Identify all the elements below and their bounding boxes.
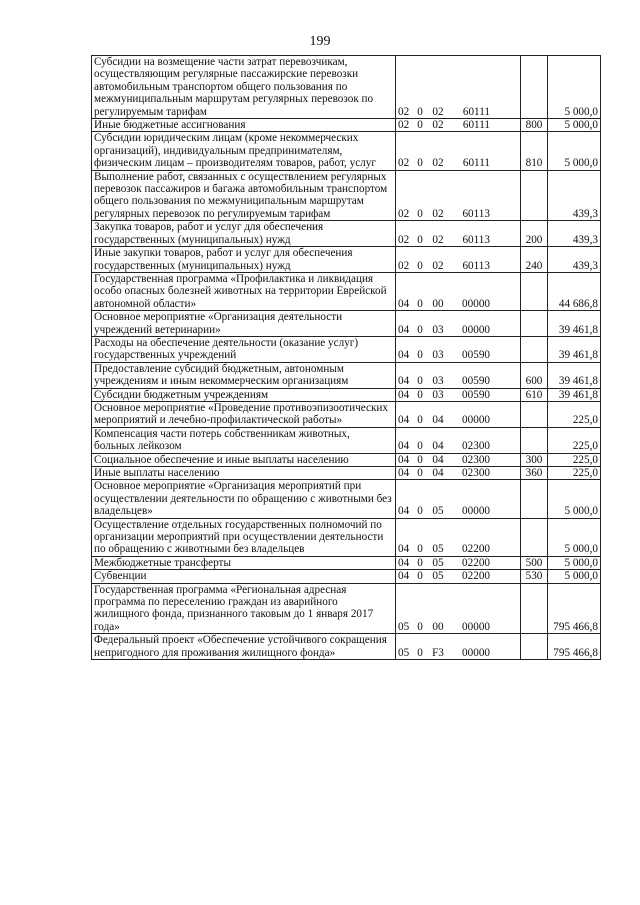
row-name: Межбюджетные трансферты [92, 556, 396, 569]
row-name: Государственная программа «Профилактика и ликвидация особо опасных болезней животных на территории Еврейской автономной области» [92, 272, 396, 310]
row-code [396, 119, 521, 132]
row-expense-type: 530 [521, 570, 548, 583]
code-part-c1: 04 [398, 297, 410, 310]
row-amount: 225,0 [548, 467, 601, 480]
code-part-c2: 0 [417, 157, 423, 170]
row-name: Федеральный проект «Обеспечение устойчивого сокращения непригодного для проживания жилищного фонда» [92, 634, 396, 660]
row-expense-type [521, 170, 548, 221]
code-part-c2: 0 [417, 375, 423, 388]
table-row [92, 132, 601, 170]
row-expense-type: 300 [521, 453, 548, 466]
code-part-c1: 02 [398, 259, 410, 272]
row-amount: 225,0 [548, 453, 601, 466]
table-row [92, 362, 601, 388]
row-amount: 39 461,8 [548, 311, 601, 337]
code-part-c2: 0 [417, 259, 423, 272]
row-amount: 5 000,0 [548, 56, 601, 119]
code-part-c3: 04 [432, 467, 444, 479]
code-part-c4: 00000 [462, 646, 490, 659]
code-part-c3: 02 [432, 207, 444, 220]
row-amount: 439,3 [548, 247, 601, 273]
row-expense-type [521, 583, 548, 634]
code-part-c3: 05 [432, 570, 444, 583]
code-part-c4: 02200 [462, 543, 490, 556]
row-name: Осуществление отдельных государственных полномочий по организации мероприятий при осуществлении деятельности по обращению с животными без владельцев [92, 518, 396, 556]
table-row [92, 272, 601, 310]
row-amount: 39 461,8 [548, 336, 601, 362]
table-row [92, 427, 601, 453]
row-name: Социальное обеспечение и иные выплаты населению [92, 453, 396, 466]
code-part-c4: 00000 [462, 297, 490, 310]
code-part-c3: F3 [432, 646, 444, 659]
code-part-c3: 04 [432, 414, 444, 427]
table-row [92, 583, 601, 634]
row-name: Субсидии юридическим лицам (кроме некоммерческих организаций), индивидуальным предпринимателям, физическим лицам – производителям товаров, работ, услуг [92, 132, 396, 170]
row-code [396, 453, 521, 466]
table-row [92, 401, 601, 427]
row-code [396, 556, 521, 569]
row-code [396, 388, 521, 401]
row-expense-type [521, 634, 548, 660]
code-part-c3: 05 [432, 556, 444, 569]
row-expense-type [521, 336, 548, 362]
code-part-c2: 0 [417, 570, 423, 583]
table-row [92, 453, 601, 466]
row-amount: 5 000,0 [548, 119, 601, 132]
row-expense-type [521, 518, 548, 556]
code-part-c4: 60111 [462, 157, 490, 170]
code-part-c1: 04 [398, 388, 410, 401]
code-part-c2: 0 [417, 105, 423, 118]
row-expense-type: 810 [521, 132, 548, 170]
code-part-c3: 00 [432, 620, 444, 633]
row-amount: 439,3 [548, 170, 601, 221]
table-row [92, 570, 601, 583]
row-name: Основное мероприятие «Организация деятельности учреждений ветеринарии» [92, 311, 396, 337]
code-part-c3: 04 [432, 453, 444, 466]
code-part-c2: 0 [417, 323, 423, 336]
code-part-c3: 02 [432, 233, 444, 246]
code-part-c1: 02 [398, 157, 410, 170]
row-name: Субсидии на возмещение части затрат перевозчикам, осуществляющим регулярные пассажирские перевозки автомобильным транспортом общего пользования по межмуниципальным маршрутам регулярных перевозок по регулируемым тарифам [92, 56, 396, 119]
row-amount: 795 466,8 [548, 634, 601, 660]
row-amount: 5 000,0 [548, 570, 601, 583]
code-part-c2: 0 [417, 453, 423, 466]
row-name: Основное мероприятие «Организация мероприятий при осуществлении деятельности по обращению с животными без владельцев» [92, 480, 396, 518]
code-part-c4: 02200 [462, 570, 490, 583]
code-part-c1: 04 [398, 375, 410, 388]
code-part-c2: 0 [417, 646, 423, 659]
code-part-c1: 02 [398, 233, 410, 246]
row-name: Субвенции [92, 570, 396, 583]
code-part-c2: 0 [417, 297, 423, 310]
row-code [396, 467, 521, 480]
table-row [92, 56, 601, 119]
table-row [92, 556, 601, 569]
row-expense-type: 600 [521, 362, 548, 388]
code-part-c3: 02 [432, 157, 444, 170]
row-code [396, 634, 521, 660]
table-row [92, 247, 601, 273]
page-number: 199 [309, 34, 331, 49]
code-part-c2: 0 [417, 467, 423, 479]
code-part-c2: 0 [417, 505, 423, 518]
code-part-c4: 00000 [462, 414, 490, 427]
row-name: Субсидии бюджетным учреждениям [92, 388, 396, 401]
row-code [396, 311, 521, 337]
code-part-c4: 00590 [462, 375, 490, 388]
table-row [92, 311, 601, 337]
code-part-c1: 05 [398, 646, 410, 659]
code-part-c1: 04 [398, 453, 410, 466]
code-part-c1: 04 [398, 556, 410, 569]
code-part-c1: 02 [398, 119, 410, 132]
code-part-c4: 02300 [462, 453, 490, 466]
code-part-c3: 03 [432, 349, 444, 362]
code-part-c1: 02 [398, 105, 410, 118]
code-part-c2: 0 [417, 349, 423, 362]
code-part-c2: 0 [417, 414, 423, 427]
code-part-c3: 02 [432, 105, 444, 118]
row-code [396, 221, 521, 247]
code-part-c4: 02200 [462, 556, 490, 569]
row-name: Иные закупки товаров, работ и услуг для обеспечения государственных (муниципальных) нужд [92, 247, 396, 273]
code-part-c4: 00000 [462, 505, 490, 518]
code-part-c3: 04 [432, 440, 444, 453]
row-code [396, 401, 521, 427]
code-part-c4: 02300 [462, 440, 490, 453]
row-amount: 225,0 [548, 401, 601, 427]
table-row [92, 336, 601, 362]
row-code [396, 583, 521, 634]
row-amount: 439,3 [548, 221, 601, 247]
row-code [396, 427, 521, 453]
code-part-c1: 04 [398, 349, 410, 362]
code-part-c3: 02 [432, 119, 444, 132]
row-code [396, 518, 521, 556]
row-name: Иные бюджетные ассигнования [92, 119, 396, 132]
table-row [92, 518, 601, 556]
row-expense-type: 200 [521, 221, 548, 247]
code-part-c3: 03 [432, 323, 444, 336]
table-row [92, 170, 601, 221]
code-part-c4: 60111 [462, 105, 490, 118]
row-amount: 39 461,8 [548, 388, 601, 401]
row-expense-type [521, 272, 548, 310]
code-part-c2: 0 [417, 556, 423, 569]
code-part-c2: 0 [417, 388, 423, 401]
row-code [396, 480, 521, 518]
budget-table [91, 55, 601, 660]
row-name: Расходы на обеспечение деятельности (оказание услуг) государственных учреждений [92, 336, 396, 362]
row-expense-type: 500 [521, 556, 548, 569]
row-code [396, 247, 521, 273]
row-expense-type: 360 [521, 467, 548, 480]
budget-table-body [92, 56, 601, 660]
row-expense-type [521, 427, 548, 453]
row-expense-type [521, 311, 548, 337]
row-expense-type: 240 [521, 247, 548, 273]
code-part-c3: 05 [432, 505, 444, 518]
code-part-c2: 0 [417, 119, 423, 132]
row-name: Выполнение работ, связанных с осуществлением регулярных перевозок пассажиров и багажа автомобильным транспортом общего пользования по межмуниципальным маршрутам регулярных перевозок по регулируемым тарифам [92, 170, 396, 221]
code-part-c4: 00000 [462, 620, 490, 633]
code-part-c1: 04 [398, 440, 410, 453]
table-row [92, 388, 601, 401]
row-expense-type: 610 [521, 388, 548, 401]
code-part-c1: 04 [398, 323, 410, 336]
code-part-c4: 60113 [462, 207, 490, 220]
code-part-c3: 00 [432, 297, 444, 310]
table-row [92, 480, 601, 518]
row-code [396, 570, 521, 583]
code-part-c1: 04 [398, 570, 410, 583]
code-part-c2: 0 [417, 620, 423, 633]
code-part-c2: 0 [417, 440, 423, 453]
table-row [92, 221, 601, 247]
row-code [396, 272, 521, 310]
code-part-c4: 00000 [462, 323, 490, 336]
table-row [92, 634, 601, 660]
code-part-c4: 02300 [462, 467, 490, 479]
code-part-c4: 00590 [462, 349, 490, 362]
row-amount: 5 000,0 [548, 132, 601, 170]
code-part-c4: 60111 [462, 119, 490, 132]
code-part-c1: 04 [398, 505, 410, 518]
code-part-c4: 00590 [462, 388, 490, 401]
row-amount: 795 466,8 [548, 583, 601, 634]
row-code [396, 56, 521, 119]
code-part-c1: 04 [398, 467, 410, 479]
row-expense-type [521, 401, 548, 427]
row-name: Иные выплаты населению [92, 467, 396, 480]
row-code [396, 132, 521, 170]
code-part-c2: 0 [417, 543, 423, 556]
row-code [396, 170, 521, 221]
code-part-c2: 0 [417, 207, 423, 220]
code-part-c1: 04 [398, 414, 410, 427]
code-part-c3: 03 [432, 375, 444, 388]
row-code [396, 362, 521, 388]
code-part-c4: 60113 [462, 233, 490, 246]
row-amount: 44 686,8 [548, 272, 601, 310]
code-part-c1: 04 [398, 543, 410, 556]
code-part-c1: 02 [398, 207, 410, 220]
row-expense-type [521, 56, 548, 119]
row-name: Государственная программа «Региональная адресная программа по переселению граждан из аварийного жилищного фонда, признанного таковым до 1 января 2017 года» [92, 583, 396, 634]
row-amount: 225,0 [548, 427, 601, 453]
row-amount: 5 000,0 [548, 480, 601, 518]
row-name: Предоставление субсидий бюджетным, автономным учреждениям и иным некоммерческим организациям [92, 362, 396, 388]
row-code [396, 336, 521, 362]
row-amount: 5 000,0 [548, 518, 601, 556]
table-row [92, 119, 601, 132]
row-name: Основное мероприятие «Проведение противоэпизоотических мероприятий и лечебно-профилактической работы» [92, 401, 396, 427]
code-part-c3: 02 [432, 259, 444, 272]
row-amount: 5 000,0 [548, 556, 601, 569]
code-part-c1: 05 [398, 620, 410, 633]
code-part-c2: 0 [417, 233, 423, 246]
row-expense-type [521, 480, 548, 518]
row-amount: 39 461,8 [548, 362, 601, 388]
code-part-c4: 60113 [462, 259, 490, 272]
code-part-c3: 03 [432, 388, 444, 401]
row-expense-type: 800 [521, 119, 548, 132]
row-name: Компенсация части потерь собственникам животных, больных лейкозом [92, 427, 396, 453]
table-row [92, 467, 601, 480]
row-name: Закупка товаров, работ и услуг для обеспечения государственных (муниципальных) нужд [92, 221, 396, 247]
code-part-c3: 05 [432, 543, 444, 556]
